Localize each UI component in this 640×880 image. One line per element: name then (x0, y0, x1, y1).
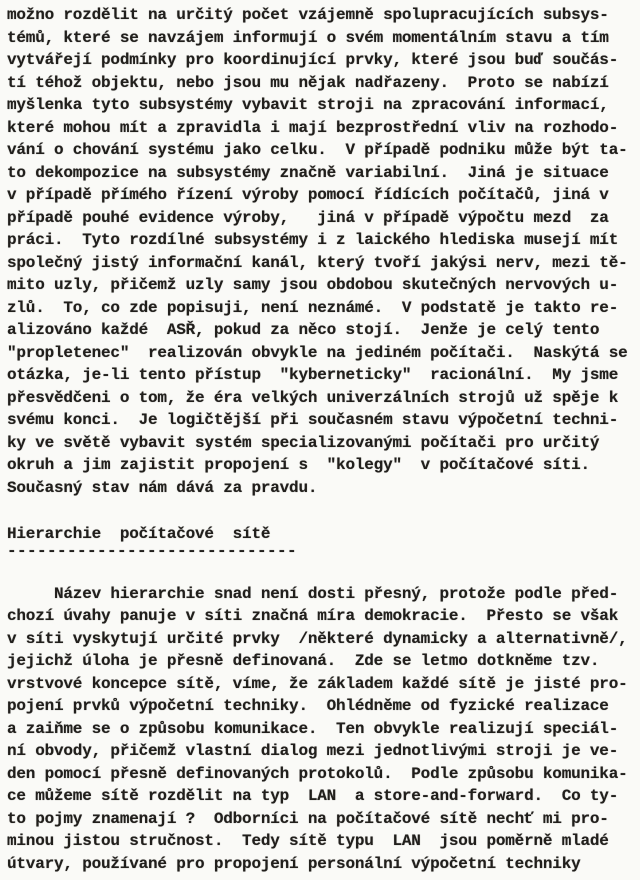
text-line: útvary, používané pro propojení personální výpočetní techniky (7, 854, 581, 873)
text-line: vrstvové koncepce sítě, víme, že základem každé sítě je jisté pro- (7, 674, 628, 693)
text-line: pojení prvků výpočetní techniky. Ohlédněme od fyzické realizace (7, 697, 609, 715)
text-line: společný jistý informační kanál, který tvoří jakýsi nerv, mezi tě- (7, 253, 628, 272)
text-line: případě pouhé evidence výroby, jiná v případě výpočtu mezd za (7, 208, 609, 227)
text-line: okruh a jim zajistit propojení s "kolegy" v počítačové síti. (7, 456, 590, 474)
text-line: Současný stav nám dává za pravdu. (7, 478, 318, 497)
text-line: to dekompozice na subsystémy značně variabilní. Jiná je situace (7, 163, 609, 182)
text-line: otázka, je-li tento přístup "kyberneticky" racionální. My jsme (7, 366, 619, 384)
text-line: které mohou mít a zpravidla i mají bezprostřední vliv na rozhodo- (7, 118, 619, 137)
text-line: den pomocí přesně definovaných protokolů. Podle způsobu komunika- (7, 764, 628, 783)
text-line: "propletenec" realizován obvykle na jediném počítači. Naskýtá se (7, 343, 628, 362)
text-line: práci. Tyto rozdílné subsystémy i z laického hlediska musejí mít (7, 231, 619, 249)
text-line: jejichž úloha je přesně definovaná. Zde se letmo dotkněme tzv. (7, 652, 600, 670)
text-line: v síti vyskytují určité prvky /některé dynamicky a alternativně/, (7, 629, 628, 648)
text-line: možno rozdělit na určitý počet vzájemně spolupracujících subsys- (7, 6, 609, 24)
text-line: ce můžeme sítě rozdělit na typ LAN a store-and-forward. Co ty- (7, 787, 619, 805)
text-line: minou jistou stručnost. Tedy sítě typu LAN jsou poměrně mladé (7, 832, 609, 850)
paragraph-2 (7, 583, 636, 876)
text-line: svému konci. Je logičtější při současném stavu výpočetní techni- (7, 411, 619, 429)
text-line: vytvářejí podmínky pro koordinující prvky, které jsou buď součás- (7, 51, 619, 69)
text-line: myšlenka tyto subsystémy vybavit stroji na zpracování informací, (7, 96, 609, 114)
text-line: vání o chování systému jako celku. V případě podniku může být ta- (7, 141, 628, 159)
text-line: mito uzly, přičemž uzly samy jsou obdobou skutečných nervových u- (7, 276, 619, 294)
text-line: tí téhož objektu, nebo jsou mu nějak nadřazeny. Proto se nabízí (7, 73, 609, 92)
text-line: a zaiňme se o způsobu komunikace. Ten obvykle realizují speciál- (7, 719, 619, 738)
paragraph-1 (7, 4, 636, 499)
text-line: Název hierarchie snad není dosti přesný, protože podle před- (7, 584, 619, 603)
text-line: zlů. To, co zde popisuji, není neznámé. V podstatě je takto re- (7, 298, 619, 317)
section-heading: Hierarchie počítačové sítě (7, 525, 271, 543)
heading-underline: ----------------------------- (7, 541, 298, 560)
text-line: chozí úvahy panuje v síti značná míra demokracie. Přesto se však (7, 607, 619, 625)
text-line: alizováno každé ASŘ, pokud za něco stojí. Jenže je celý tento (7, 321, 600, 339)
text-line: v případě přímého řízení výroby pomocí řídících počítačů, jiná v (7, 186, 609, 204)
text-line: ky ve světě vybavit systém specializovanými počítači pro určitý (7, 433, 600, 452)
text-line: přesvědčeni o tom, že éra velkých univerzálních strojů už spěje k (7, 388, 619, 407)
text-line: to pojmy znamenají ? Odborníci na počítačové sítě nechť mi pro- (7, 809, 609, 828)
text-line: témů, které se navzájem informují o svém momentálním stavu a tím (7, 28, 609, 47)
text-line: ní obvody, přičemž vlastní dialog mezi jednotlivými stroji je ve- (7, 742, 619, 760)
